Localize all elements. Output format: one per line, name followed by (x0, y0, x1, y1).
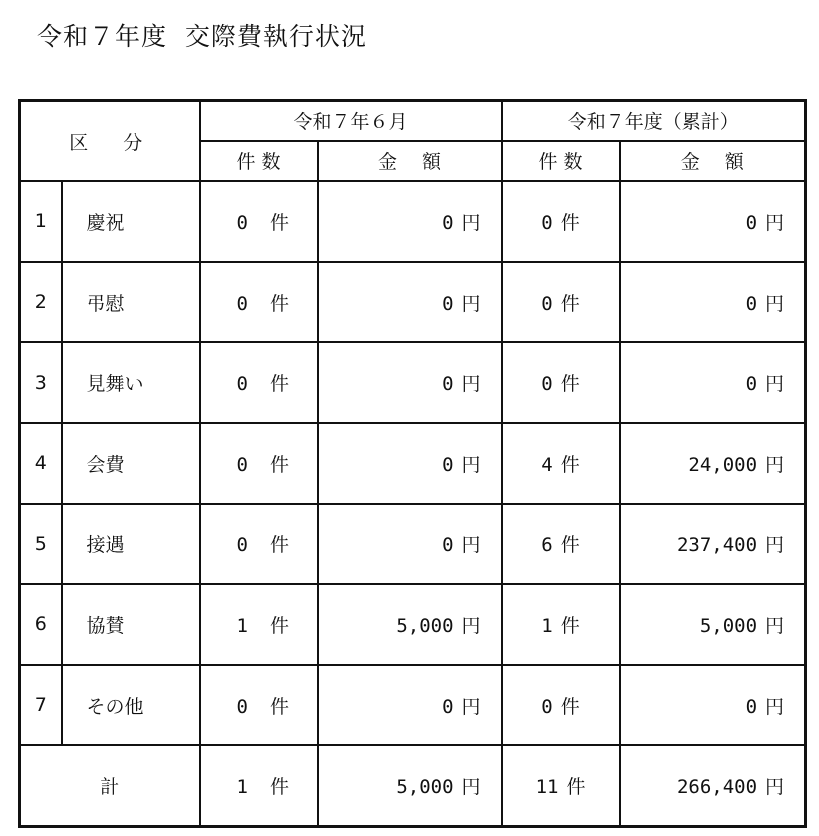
expense-table (18, 99, 807, 828)
row-month-amount: 0 円 (318, 342, 502, 423)
row-year-amount: 0 円 (620, 181, 806, 262)
row-number: 7 (20, 665, 62, 746)
table-row (20, 423, 806, 504)
total-label: 計 (20, 745, 200, 826)
header-category: 区 分 (20, 101, 200, 182)
header-year-count: 件 数 (502, 141, 620, 181)
header-year-amount: 金 額 (620, 141, 806, 181)
table-row (20, 262, 806, 343)
row-category: 見舞い (62, 342, 200, 423)
row-month-count: 0 件 (200, 262, 318, 343)
header-month-amount: 金 額 (318, 141, 502, 181)
row-number: 5 (20, 504, 62, 585)
row-year-count: 0 件 (502, 181, 620, 262)
row-month-count: 0 件 (200, 504, 318, 585)
page-title: 令和７年度 交際費執行状況 (37, 22, 367, 51)
row-category: 慶祝 (62, 181, 200, 262)
row-number: 2 (20, 262, 62, 343)
row-year-count: 1 件 (502, 584, 620, 665)
row-month-count: 0 件 (200, 342, 318, 423)
row-number: 4 (20, 423, 62, 504)
table-row (20, 504, 806, 585)
row-month-amount: 0 円 (318, 423, 502, 504)
row-month-count: 1 件 (200, 584, 318, 665)
row-year-count: 0 件 (502, 342, 620, 423)
table-row (20, 584, 806, 665)
row-year-count: 4 件 (502, 423, 620, 504)
total-month-amount: 5,000 円 (318, 745, 502, 826)
row-year-count: 0 件 (502, 262, 620, 343)
total-month-count: 1 件 (200, 745, 318, 826)
row-month-amount: 0 円 (318, 181, 502, 262)
row-month-count: 0 件 (200, 665, 318, 746)
header-period-month: 令和７年６月 (200, 101, 502, 141)
row-year-count: 6 件 (502, 504, 620, 585)
row-number: 1 (20, 181, 62, 262)
row-year-amount: 5,000 円 (620, 584, 806, 665)
header-month-count: 件 数 (200, 141, 318, 181)
row-number: 3 (20, 342, 62, 423)
row-category: 会費 (62, 423, 200, 504)
row-month-amount: 0 円 (318, 665, 502, 746)
row-month-count: 0 件 (200, 423, 318, 504)
row-category: その他 (62, 665, 200, 746)
table-row (20, 665, 806, 746)
total-row (20, 745, 806, 826)
total-year-count: 11 件 (502, 745, 620, 826)
table-row (20, 181, 806, 262)
row-month-amount: 0 円 (318, 262, 502, 343)
row-year-amount: 237,400 円 (620, 504, 806, 585)
row-category: 協賛 (62, 584, 200, 665)
row-month-count: 0 件 (200, 181, 318, 262)
row-year-count: 0 件 (502, 665, 620, 746)
row-year-amount: 0 円 (620, 665, 806, 746)
row-year-amount: 0 円 (620, 342, 806, 423)
row-number: 6 (20, 584, 62, 665)
table-row (20, 342, 806, 423)
row-month-amount: 5,000 円 (318, 584, 502, 665)
row-category: 弔慰 (62, 262, 200, 343)
row-month-amount: 0 円 (318, 504, 502, 585)
row-year-amount: 24,000 円 (620, 423, 806, 504)
header-period-year: 令和７年度（累計） (502, 101, 806, 141)
row-year-amount: 0 円 (620, 262, 806, 343)
total-year-amount: 266,400 円 (620, 745, 806, 826)
row-category: 接遇 (62, 504, 200, 585)
